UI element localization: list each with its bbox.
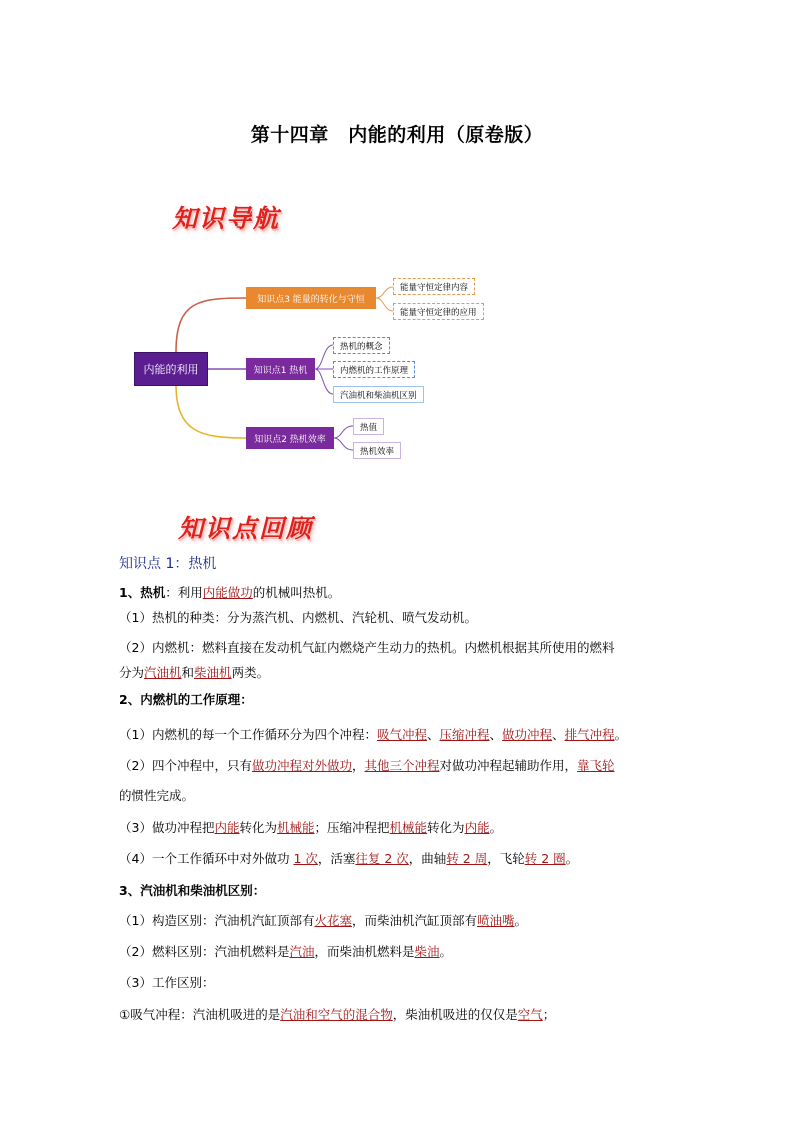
text: ， [351, 758, 365, 773]
text: ，柴油机吸进的仅仅是 [392, 1007, 518, 1022]
key-term: 汽油 [289, 944, 315, 959]
text: ： [240, 692, 253, 707]
text: ①吸气冲程：汽油机吸进的是 [119, 1007, 281, 1022]
page-title: 第十四章 内能的利用（原卷版） [250, 124, 544, 146]
key-term: 1 次 [293, 851, 318, 866]
text: 分为 [119, 665, 145, 680]
connector-root-branch2 [176, 384, 246, 438]
text: 。 [614, 727, 628, 742]
text: 转化为 [239, 820, 277, 835]
text: 和 [181, 665, 195, 680]
term-heading: 热机 [140, 585, 166, 600]
section-name: 热机 [188, 556, 217, 572]
paragraph-structure-diff [119, 912, 527, 930]
text: 、 [552, 727, 565, 742]
key-term: 柴油 [414, 944, 440, 959]
paragraph-energy-conversion [119, 819, 502, 837]
text: （1）构造区别：汽油机汽缸顶部有 [119, 913, 315, 928]
text: 转化为 [427, 820, 465, 835]
text: （2）四个冲程中，只有 [119, 758, 252, 773]
key-term: 做功冲程 [502, 727, 553, 742]
text: （3）做功冲程把 [119, 820, 215, 835]
key-term: 转 2 周 [446, 851, 488, 866]
key-term: 其他三个冲程 [364, 758, 440, 773]
banner-knowledge-review: 知识点回顾 [178, 514, 314, 543]
key-term: 火花塞 [314, 913, 352, 928]
mindmap-leaf: 热机的概念 [333, 337, 390, 354]
key-term: 内能 [464, 820, 490, 835]
mindmap-root: 内能的利用 [134, 352, 208, 386]
text: （4）一个工作循环中对外做功 [119, 851, 294, 866]
connector-b3-leaves [376, 287, 393, 311]
text: ，曲轴 [408, 851, 447, 866]
key-term: 喷油嘴 [477, 913, 515, 928]
mindmap-branch-efficiency: 知识点2 热机效率 [246, 427, 334, 449]
key-term: 转 2 圈 [524, 851, 566, 866]
paragraph-internal-combustion: （2）内燃机：燃料直接在发动机气缸内燃烧产生动力的热机。内燃机根据其所使用的燃料 [119, 640, 615, 655]
text: 。 [565, 851, 579, 866]
paragraph-intake-stroke [119, 1006, 555, 1024]
paragraph-four-strokes [119, 726, 627, 744]
paragraph-fuel-diff [119, 943, 452, 961]
text: ，飞轮 [487, 851, 525, 866]
key-term: 吸气冲程 [376, 727, 427, 742]
paragraph-work-diff: （3）工作区别： [119, 975, 215, 990]
key-term: 做功冲程对外做功 [251, 758, 352, 773]
paragraph-cycle-counts [119, 850, 578, 868]
text: ； [542, 1007, 556, 1022]
section-heading [119, 553, 216, 573]
text: ；压缩冲程把 [314, 820, 390, 835]
text: 。 [514, 913, 528, 928]
text: ：利用 [165, 585, 203, 600]
mindmap-leaf: 能量守恒定律内容 [393, 278, 475, 295]
mindmap-branch-heat-engine: 知识点1 热机 [246, 358, 315, 380]
heading-engine-differences [119, 882, 265, 900]
mindmap-leaf: 热值 [353, 418, 384, 435]
key-term: 排气冲程 [564, 727, 615, 742]
paragraph-engine-types: （1）热机的种类：分为蒸汽机、内燃机、汽轮机、喷气发动机。 [119, 610, 477, 625]
key-term: 机械能 [277, 820, 315, 835]
banner-knowledge-nav: 知识导航 [172, 204, 281, 233]
item-number: 3、 [119, 883, 141, 898]
text: （1）内燃机的每一个工作循环分为四个冲程： [119, 727, 377, 742]
paragraph-power-stroke [119, 757, 615, 775]
text: 的机械叫热机。 [252, 585, 341, 600]
text: ，而柴油机燃料是 [314, 944, 415, 959]
connector-b2-leaves [334, 426, 353, 450]
key-term: 柴油机 [194, 665, 232, 680]
connector-root-branch3 [176, 298, 246, 352]
key-term: 内能 [214, 820, 240, 835]
key-term: 汽油机 [144, 665, 182, 680]
heading-working-principle [119, 691, 253, 709]
connector-b1-leaves [315, 345, 333, 394]
mindmap-leaf: 汽油机和柴油机区别 [333, 386, 424, 403]
term-heading: 汽油机和柴油机区别 [140, 883, 253, 898]
key-term: 往复 2 次 [355, 851, 409, 866]
text: ，活塞 [317, 851, 356, 866]
key-term: 压缩冲程 [439, 727, 490, 742]
paragraph-engine-classes [119, 664, 269, 682]
key-term: 靠飞轮 [577, 758, 615, 773]
text: 对做功冲程起辅助作用， [439, 758, 578, 773]
paragraph-heat-engine-def [119, 584, 340, 602]
item-number: 1、 [119, 585, 141, 600]
key-term: 汽油和空气的混合物 [280, 1007, 393, 1022]
mindmap-branch-energy: 知识点3 能量的转化与守恒 [246, 287, 376, 309]
text: 。 [489, 820, 503, 835]
mindmap-leaf: 内燃机的工作原理 [333, 361, 415, 378]
text: 两类。 [231, 665, 270, 680]
paragraph-inertia: 的惯性完成。 [119, 788, 195, 803]
mindmap-leaf: 热机效率 [353, 442, 401, 459]
text: ： [252, 883, 266, 898]
key-term: 空气 [517, 1007, 543, 1022]
key-term: 机械能 [389, 820, 428, 835]
text: （2）燃料区别：汽油机燃料是 [119, 944, 290, 959]
key-term: 内能做功 [202, 585, 253, 600]
item-number: 2、 [119, 692, 141, 707]
text: 、 [426, 727, 440, 742]
text: 。 [439, 944, 453, 959]
mindmap-leaf: 能量守恒定律的应用 [393, 303, 484, 320]
text: ，而柴油机汽缸顶部有 [351, 913, 477, 928]
text: 、 [489, 727, 503, 742]
section-label: 知识点 1： [119, 556, 189, 572]
term-heading: 内燃机的工作原理 [140, 692, 241, 707]
